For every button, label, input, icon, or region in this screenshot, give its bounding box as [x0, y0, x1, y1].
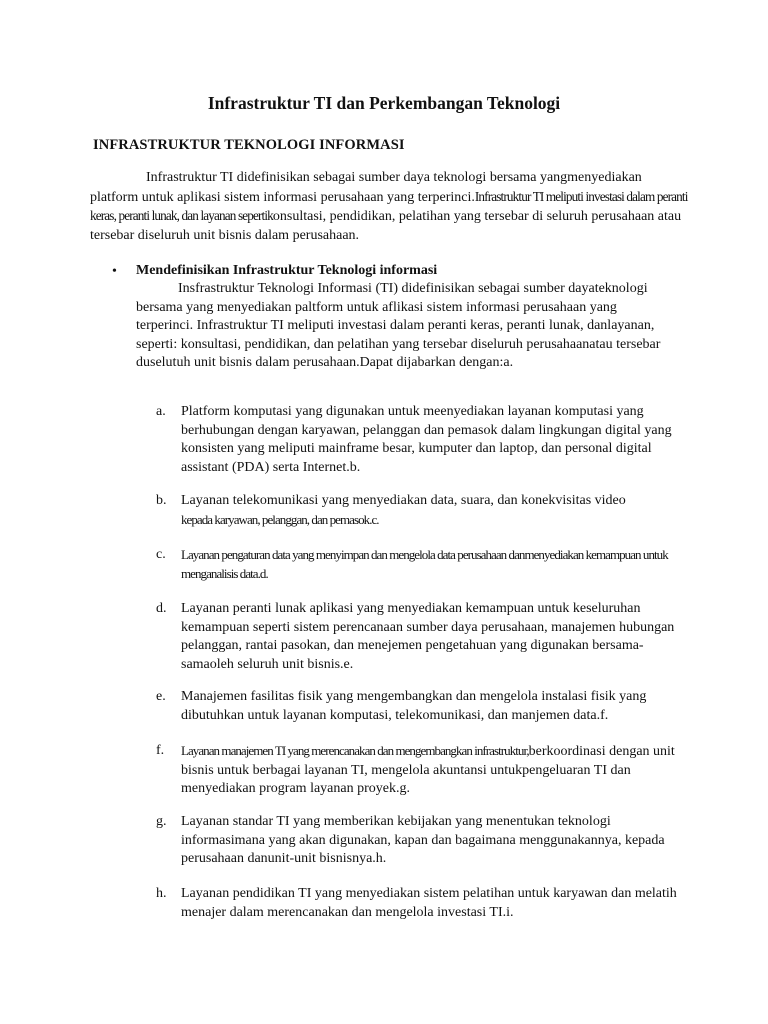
list-text: Platform komputasi yang digunakan untuk meenyediakan layanan komputasi yang berhubungan dengan karyawan, pelanggan dan pemasok dalam lingkungan digital yang konsisten yang meliputi mainframe besar, kumputer dan laptop, dan personal digital assistant (PDA) serta Internet.b. [181, 404, 672, 475]
list-letter: e. [156, 689, 166, 704]
bullet-body-text: Insfrastruktur Teknologi Informasi (TI) didefinisikan sebagai sumber dayateknologi bersama yang menyediakan paltform untuk aflikasi sistem informasi perusahaan yang terperinci. Infrastruktur TI meliputi investasi dalam peranti keras, peranti lunak, danlayanan, seperti: konsultasi, pendidikan, dan pelatihan yang tersebar diseluruh perusahaanatau tersebar duselutuh unit bisnis dalam perusahaan.Dapat dijabarkan dengan:a. [136, 281, 661, 370]
document-title: Infrastruktur TI dan Perkembangan Teknologi [207, 93, 561, 113]
list-letter: c. [156, 547, 166, 562]
list-text: berkoordinasi dengan unit bisnis untuk berbagai layanan TI, mengelola akuntansi untukpengeluaran TI dan menyediakan program layanan proyek.g. [181, 744, 675, 796]
bullet-title: Mendefinisikan Infrastruktur Teknologi informasi [136, 263, 438, 278]
list-text: Layanan peranti lunak aplikasi yang menyediakan kemampuan untuk keseluruhan kemampuan seperti sistem perencanaan sumber daya perusahaan, manajemen hubungan pelanggan, rantai pasokan, dan menejemen pengetahuan yang digunakan bersama-samaoleh seluruh unit bisnis.e. [181, 601, 675, 672]
list-letter: g. [156, 814, 167, 829]
list-text: Layanan telekomunikasi yang menyediakan data, suara, dan konekvisitas video [181, 493, 626, 508]
list-text-condensed: kepada karyawan, pelanggan, dan pemasok.c. [181, 511, 379, 527]
list-text-wrapper [181, 742, 681, 799]
list-text-condensed: Layanan manajemen TI yang merencanakan dan mengembangkan infrastruktur, [181, 743, 529, 758]
list-text: Layanan standar TI yang memberikan kebijakan yang menentukan teknologi informasimana yang akan digunakan, kapan dan bagaimana menggunakannya, kepada perusahaan danunit-unit bisnisnya.h. [181, 814, 665, 866]
list-letter: f. [156, 743, 165, 758]
list-letter: b. [156, 493, 167, 508]
list-text-condensed: Layanan pengaturan data yang menyimpan dan mengelola data perusahaan danmenyediakan kemampuan untuk menganalisis data.d. [181, 547, 668, 581]
list-text: Layanan pendidikan TI yang menyediakan sistem pelatihan untuk karyawan dan melatih menajer dalam merencanakan dan mengelola investasi TI.i. [181, 886, 677, 920]
bullet-body [136, 280, 676, 373]
intro-paragraph [90, 169, 690, 245]
intro-text-condensed: Infrastruktur TI meliputi investasi dalam peranti keras, peranti lunak, dan layanan sepertik [90, 188, 688, 223]
bullet-symbol: • [112, 264, 117, 279]
section-heading: INFRASTRUKTUR TEKNOLOGI INFORMASI [93, 137, 405, 153]
intro-text-part1: Infrastruktur TI didefinisikan sebagai sumber daya teknologi bersama yangmenyediakan platform untuk aplikasi sistem informasi perusahaan yang terperinci. [90, 170, 642, 205]
list-text-wrapper [181, 492, 681, 530]
list-letter: a. [156, 404, 166, 419]
list-letter: h. [156, 886, 167, 901]
intro-text-part3: onsultasi, pendidikan, pelatihan yang tersebar di seluruh perusahaan atau tersebar diseluruh unit bisnis dalam perusahaan. [90, 209, 682, 243]
list-letter: d. [156, 601, 167, 616]
list-text: Manajemen fasilitas fisik yang mengembangkan dan mengelola instalasi fisik yang dibutuhkan untuk layanan komputasi, telekomunikasi, dan manjemen data.f. [181, 689, 647, 723]
